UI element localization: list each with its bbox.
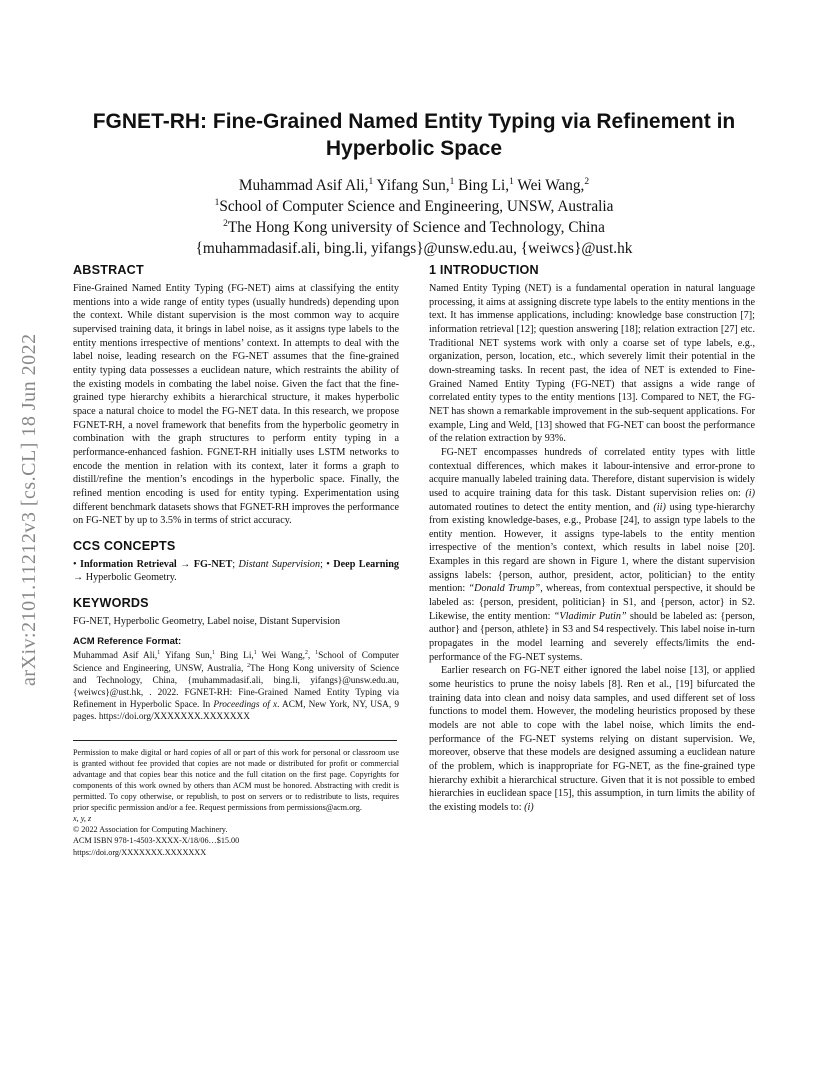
affiliation-2: $^2$The Hong Kong university of Science and Technology, China [223,218,605,236]
permission-notice: Permission to make digital or hard copies of all or part of this work for personal or classroom use is granted without fee provided that copies are not made or distributed for profit or commercial advantage and that copies bear this notice and the full citation on the first page. Copyrights for components of this work owned by others than ACM must be honored. Abstracting with credit is permitted. To copy otherwise, or republish, to post on servers or to redistribute to lists, requires prior specific permission and/or a fee. Request permissions from permissions@acm.org. [73,747,399,813]
right-column [429,262,755,815]
conference-line: x, y, z [73,814,92,824]
footnote-rule [73,740,397,741]
arxiv-identifier: arXiv:2101.11212v3 [cs.CL] 18 Jun 2022 [18,333,40,687]
doi-link[interactable]: https://doi.org/XXXXXXX.XXXXXXX [73,847,207,857]
ccs-text: • Information Retrieval → FG-NET; Distant Supervision; • Deep Learning → Hyperbolic Geometry. [73,558,399,584]
isbn-line: ACM ISBN 978-1-4503-XXXX-X/18/06…$15.00 [73,836,240,846]
intro-paragraph-1: Named Entity Typing (NET) is a fundamental operation in natural language processing, it aims at assigning discrete type labels to the entity mentions in the text. It has immense applications, including: knowledge base construction [7]; information retrieval [12]; question answering [18]; relation extraction [27] etc. Traditional NET systems work with only a coarse set of type labels, e.g., organization, person, location, etc., which severely limit their potential in the down-streaming tasks. In recent past, the idea of NET is extended to Fine-Grained Named Entity Typing (FG-NET) that assigns a wide range of correlated entity types to the entity mentions [13]. Compared to NET, the FG-NET has shown a remarkable improvement in the sub-sequent applications. For example, Ling and Weld, [13] showed that FG-NET can boost the performance of the relation extraction by 93%. [429,283,755,445]
intro-paragraph-2: FG-NET encompasses hundreds of correlated entity types with little contextual differences, which makes it labour-intensive and error-prone to acquire manually labeled training data. Therefore, distant supervision is widely used to acquire training data for this task. Distant supervision relies on: (i) automated routines to detect the entity mention, and (ii) using type-hierarchy from existing knowledge-bases, e.g., Probase [24], to assign type labels to the entity mention. However, it assigns type-labels to the entity mention irrespective of the mention’s context, which results in label noise [20]. Examples in this regard are shown in Figure 1, where the distant supervision assigns labels: {person, author, president, actor, politician} to the entity mention: “Donald Trump”, whereas, from contextual perspective, it should be labeled as: {person, president, politician} in S1, and {person, actor} in S2. Likewise, the entity mention: “Vladimir Putin” should be labeled as: {person, author} and {person, athlete} in S3 and S4 respectively. This label noise in-turn propagates in the model learning and severely effects/limits the end-performance of the FG-NET systems. [429,446,755,663]
abstract-heading: ABSTRACT [73,263,144,277]
left-column [73,262,399,858]
acm-reference-text: Muhammad Asif Ali,$^1$ Yifang Sun,$^1$ Bing Li,$^1$ Wei Wang,$^2$, $^1$School of Computer Science and Engineering, UNSW, Australia, $^2$The Hong Kong university of Science and Technology, China, {muhammadasif.ali, bing.li, yifangs}@unsw.edu.au, {weiwcs}@ust.hk, . 2022. FGNET-RH: Fine-Grained Named Entity Typing via Refinement in Hyperbolic Space. In Proceedings of x. ACM, New York, NY, USA, 9 pages. https://doi.org/XXXXXXX.XXXXXXX [73,650,399,723]
keywords-heading: KEYWORDS [73,596,149,611]
paper-title: FGNET-RH: Fine-Grained Named Entity Typing via Refinement in Hyperbolic Space [92,110,736,160]
copyright-line: © 2022 Association for Computing Machinery. [73,825,228,835]
introduction-heading: 1 INTRODUCTION [429,263,539,277]
author-block [72,175,756,259]
footnote-block [73,747,399,858]
affiliation-1: $^1$School of Computer Science and Engineering, UNSW, Australia [214,197,614,215]
intro-paragraph-3: Earlier research on FG-NET either ignored the label noise [13], or applied some heuristics to prune the noisy labels [8]. Ren et al., [19] bifurcated the training data into clean and noisy data samples, and used different set of loss functions to model them. However, the modeling heuristics proposed by these models are not able to cope with the label noise, which limits the end-performance of the FG-NET systems relying on distant supervision. We, moreover, observe that these models are designed assuming a euclidean nature of the problem, which is inappropriate for FG-NET, as the fine-grained type hierarchy exhibit a hierarchical structure. Given that it is not possible to embed hierarchies in euclidean space [15], this assumption, in turn limits the ability of the existing models to: (i) [429,665,755,813]
ccs-heading: CCS CONCEPTS [73,538,176,553]
acm-reference-heading: ACM Reference Format: [73,635,182,647]
author-names: Muhammad Asif Ali,$^1$ Yifang Sun,$^1$ Bing Li,$^1$ Wei Wang,$^2$ [238,176,590,194]
keywords-text: FG-NET, Hyperbolic Geometry, Label noise, Distant Supervision [73,616,341,628]
abstract-text: Fine-Grained Named Entity Typing (FG-NET) aims at classifying the entity mentions into a wide range of entity types (usually hundreds) depending upon the context. While distant supervision is the most common way to acquire supervised training data, it brings in label noise, as it assigns type labels to the entity mentions irrespective of mentions’ context. In attempts to deal with the label noise, leading research on the FG-NET assumes that the fine-grained entity typing data possesses a euclidean nature, which restraints the ability of the existing models in combating the label noise. Given the fact that the fine-grained type hierarchy exhibits a hierarchical structure, it makes hyperbolic space a natural choice to model the FG-NET data. In this research, we propose FGNET-RH, a novel framework that benefits from the hyperbolic geometry in combination with the graph structures to perform entity typing in a performance-enhanced fashion. FGNET-RH initially uses LSTM networks to encode the mention in relation with its context, later it forms a graph to distill/refine the mention’s encodings in the hyperbolic space. Finally, the refined mention encoding is used for entity typing. Experimentation using different benchmark datasets shows that FGNET-RH improves the performance on FG-NET by up to 3.5% in terms of strict accuracy. [73,283,399,527]
author-emails: {muhammadasif.ali, bing.li, yifangs}@unsw.edu.au, {weiwcs}@ust.hk [195,240,633,257]
